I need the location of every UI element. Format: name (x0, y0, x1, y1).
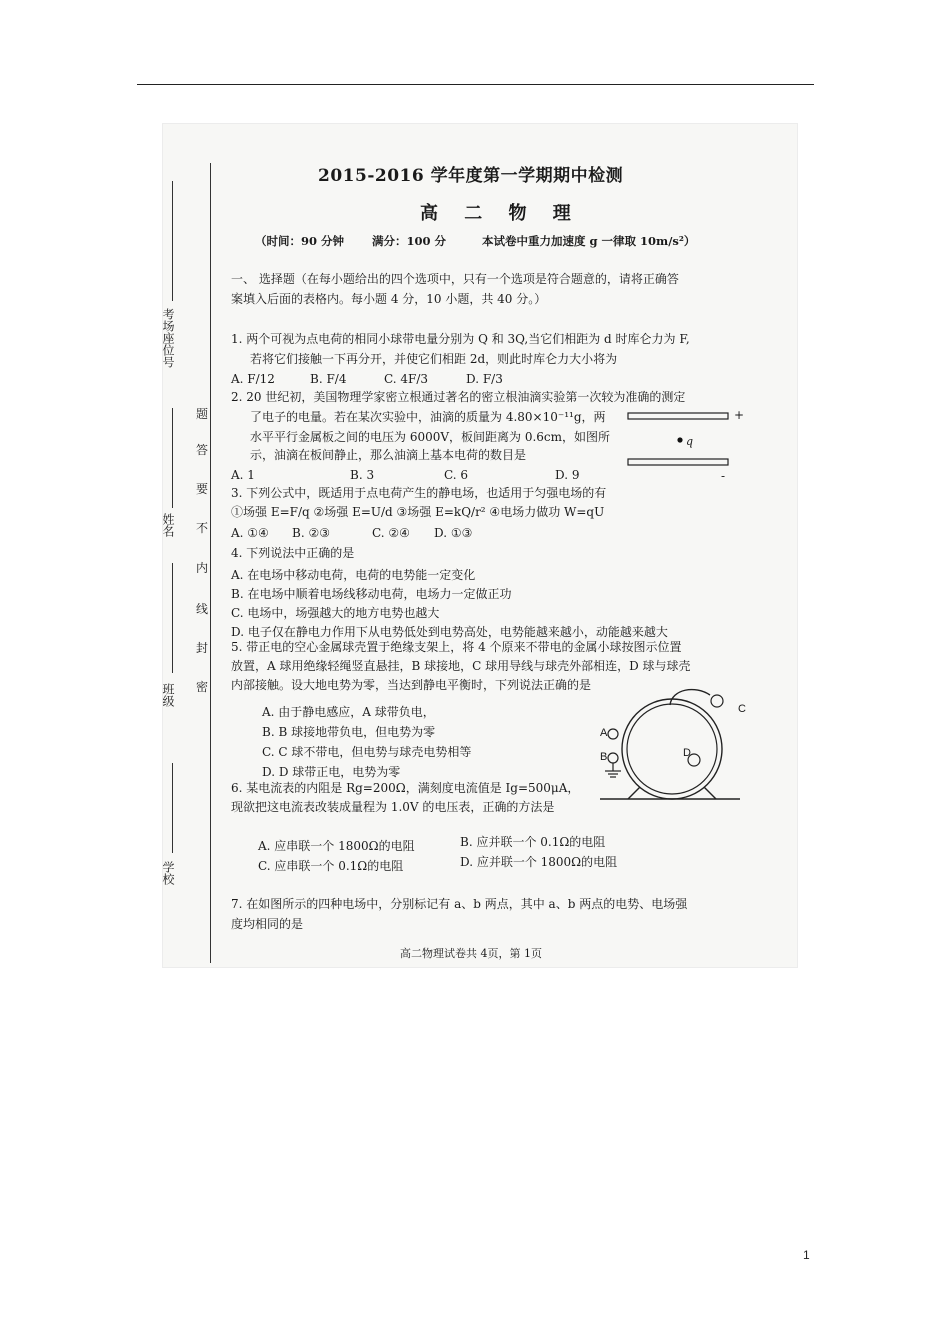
class-label: 班级 (161, 683, 175, 707)
q2-option-d: D. 9 (555, 468, 580, 482)
seal-char: 内 (196, 561, 209, 575)
seal-char: 封 (196, 641, 209, 655)
metal-sphere-figure (600, 683, 800, 803)
q3-option-d: D. ①③ (434, 526, 473, 540)
q7-stem-line1: 7. 在如图所示的四种电场中，分别标记有 a、b 两点，其中 a、b 两点的电势、电场强 (231, 897, 688, 911)
seal-char: 线 (196, 602, 209, 616)
section-instructions-line1: 一、 选择题（在每小题给出的四个选项中，只有一个选项是符合题意的，请将正确答 (231, 272, 679, 286)
seal-char: 要 (196, 482, 209, 496)
q1-option-a: A. F/12 (231, 372, 275, 386)
stand-left (628, 787, 640, 799)
q3-option-c: C. ②④ (372, 526, 410, 540)
name-blank (172, 408, 173, 508)
q5-option-d: D. D 球带正电，电势为零 (262, 765, 401, 779)
exam-time: （时间：90 分钟 (255, 234, 345, 248)
seal-char: 密 (196, 680, 209, 694)
oil-drop (677, 437, 682, 442)
q6-option-a: A. 应串联一个 1800Ω的电阻 (258, 839, 415, 853)
q4-stem: 4. 下列说法中正确的是 (231, 546, 355, 560)
section-instructions-line2: 案填入后面的表格内。每小题 4 分，10 小题，共 40 分。） (231, 292, 547, 306)
q1-option-c: C. 4F/3 (384, 372, 429, 386)
q2-stem-line2: 了电子的电量。若在某次实验中，油滴的质量为 4.80×10⁻¹¹g，两 (250, 410, 606, 424)
q4-option-a: A. 在电场中移动电荷，电荷的电势能一定变化 (231, 568, 476, 582)
upper-plate (628, 413, 728, 419)
school-label: 学校 (161, 861, 175, 885)
subject-title: 高 二 物 理 (420, 203, 581, 224)
seat-number-blank (172, 181, 173, 301)
q4-option-b: B. 在电场中顺着电场线移动电荷，电场力一定做正功 (231, 587, 512, 601)
plus-sign: + (734, 408, 745, 422)
label-d: D (683, 747, 691, 759)
school-blank (172, 763, 173, 853)
class-blank (172, 563, 173, 673)
q3-option-b: B. ②③ (292, 526, 330, 540)
gravity-note: 本试卷中重力加速度 g 一律取 10m/s²） (482, 234, 696, 248)
q3-stem-line2: ①场强 E=F/q ②场强 E=U/d ③场强 E=kQ/r² ④电场力做功 W=qU (231, 505, 605, 519)
q2-stem-line1: 2. 20 世纪初，美国物理学家密立根通过著名的密立根油滴实验第一次较为准确的测定 (231, 390, 686, 404)
q6-option-c: C. 应串联一个 0.1Ω的电阻 (258, 859, 404, 873)
minus-sign: - (721, 469, 726, 483)
q4-option-c: C. 电场中，场强越大的地方电势也越大 (231, 606, 440, 620)
q5-option-c: C. C 球不带电，但电势与球壳电势相等 (262, 745, 472, 759)
ball-c (711, 695, 723, 707)
name-label: 姓名 (161, 513, 175, 537)
q2-stem-line4: 示，油滴在板间静止，那么油滴上基本电荷的数目是 (250, 448, 527, 462)
q1-stem-line1: 1. 两个可视为点电荷的相同小球带电量分别为 Q 和 3Q,当它们相距为 d 时库仑力为 F, (231, 332, 690, 346)
q4-option-d: D. 电子仅在静电力作用下从电势低处到电势高处，电势能越来越小，动能越来越大 (231, 625, 668, 639)
q2-option-a: A. 1 (231, 468, 255, 482)
seat-number-label: 考场座位号 (161, 308, 175, 368)
sphere-shell-inner (627, 704, 717, 794)
parallel-plates-figure (628, 407, 738, 477)
page-footer: 高二物理试卷共 4页，第 1页 (400, 947, 542, 960)
q2-option-b: B. 3 (350, 468, 375, 482)
q2-option-c: C. 6 (444, 468, 469, 482)
q6-stem-line1: 6. 某电流表的内阻是 Rg=200Ω，满刻度电流值是 Ig=500μA， (231, 781, 580, 795)
lower-plate (628, 459, 728, 465)
sphere-shell-outer (622, 699, 722, 799)
q5-stem-line1: 5. 带正电的空心金属球壳置于绝缘支架上，将 4 个原来不带电的金属小球按图示位置 (231, 640, 682, 654)
page-number: 1 (803, 1248, 810, 1262)
q1-stem-line2: 若将它们接触一下再分开，并使它们相距 2d，则此时库仑力大小将为 (250, 352, 618, 366)
q6-option-d: D. 应并联一个 1800Ω的电阻 (460, 855, 618, 869)
exam-score: 满分：100 分 (372, 234, 447, 248)
ball-a (608, 729, 618, 739)
q1-option-b: B. F/4 (310, 372, 347, 386)
q1-option-d: D. F/3 (466, 372, 503, 386)
q6-option-b: B. 应并联一个 0.1Ω的电阻 (460, 835, 606, 849)
label-a: A (600, 727, 608, 739)
q3-option-a: A. ①④ (231, 526, 269, 540)
q5-option-b: B. B 球接地带负电，但电势为零 (262, 725, 436, 739)
q5-stem-line2: 放置，A 球用绝缘轻绳竖直悬挂，B 球接地，C 球用导线与球壳外部相连，D 球与球壳 (231, 659, 691, 673)
stand-right (704, 787, 716, 799)
q6-stem-line2: 现欲把这电流表改装成量程为 1.0V 的电压表，正确的方法是 (231, 800, 555, 814)
ball-b (608, 753, 618, 763)
q5-stem-line3: 内部接触。设大地电势为零，当达到静电平衡时，下列说法正确的是 (231, 678, 592, 692)
q7-stem-line2: 度均相同的是 (231, 917, 304, 931)
top-rule (137, 84, 814, 85)
seal-char: 答 (196, 443, 209, 457)
label-c: C (738, 703, 746, 715)
q3-stem-line1: 3. 下列公式中，既适用于点电荷产生的静电场，也适用于匀强电场的有 (231, 486, 607, 500)
charge-label: q (686, 435, 694, 448)
scanned-exam-page (162, 123, 798, 968)
seal-char: 不 (196, 521, 209, 535)
exam-title: 2015-2016 学年度第一学期期中检测 (318, 166, 624, 186)
binding-line (210, 163, 211, 963)
seal-char: 题 (196, 407, 209, 421)
label-b: B (600, 751, 608, 763)
q5-option-a: A. 由于静电感应，A 球带负电， (262, 705, 435, 719)
q2-stem-line3: 水平平行金属板之间的电压为 6000V，板间距离为 0.6cm，如图所 (250, 430, 611, 444)
